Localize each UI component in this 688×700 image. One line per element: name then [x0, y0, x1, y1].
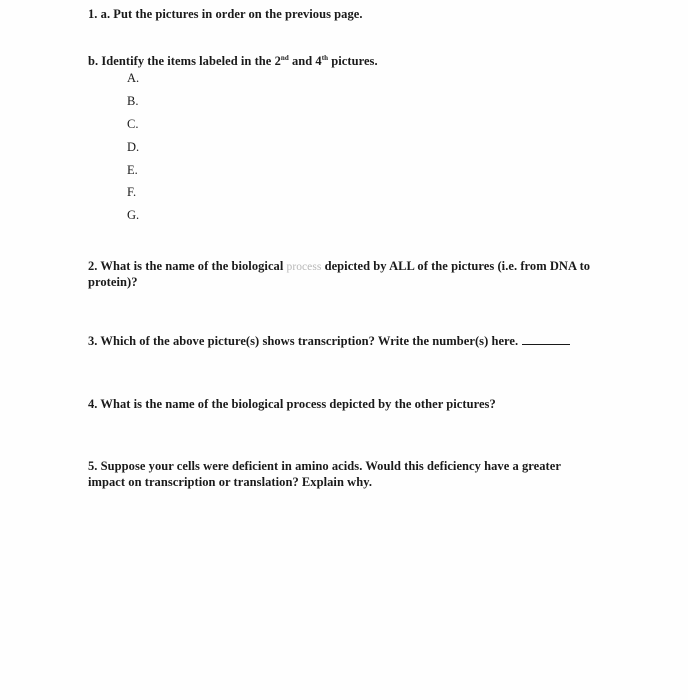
- question-1b-text-start: b. Identify the items labeled in the 2: [88, 54, 281, 68]
- label-item-b: B.: [127, 94, 139, 108]
- question-3: [88, 333, 570, 350]
- answer-blank-line[interactable]: [522, 333, 570, 345]
- question-2-line2: protein)?: [88, 275, 138, 289]
- question-1b-text-end: pictures.: [328, 54, 378, 68]
- question-2-faded-word: process: [286, 261, 322, 273]
- question-5-line2: impact on transcription or translation? Explain why.: [88, 475, 372, 489]
- question-2-text-start: 2. What is the name of the biological: [88, 259, 287, 273]
- label-item-c: C.: [127, 117, 139, 131]
- question-2: [88, 258, 590, 276]
- question-4: 4. What is the name of the biological process depicted by the other pictures?: [88, 397, 496, 411]
- superscript-th: th: [321, 54, 329, 62]
- label-item-g: G.: [127, 208, 140, 222]
- label-item-d: D.: [127, 140, 140, 154]
- question-2-text-end: depicted by ALL of the pictures (i.e. from DNA to: [321, 259, 591, 273]
- label-item-a: A.: [127, 71, 140, 85]
- question-1b-text-mid: and 4: [288, 54, 322, 68]
- question-1b: [88, 53, 378, 70]
- question-3-text: 3. Which of the above picture(s) shows transcription? Write the number(s) here.: [88, 334, 519, 348]
- label-item-f: F.: [127, 185, 137, 199]
- superscript-nd: nd: [280, 54, 289, 62]
- question-1a: 1. a. Put the pictures in order on the previous page.: [88, 7, 363, 21]
- label-item-e: E.: [127, 163, 138, 177]
- question-5-line1: 5. Suppose your cells were deficient in amino acids. Would this deficiency have a greater: [88, 459, 561, 473]
